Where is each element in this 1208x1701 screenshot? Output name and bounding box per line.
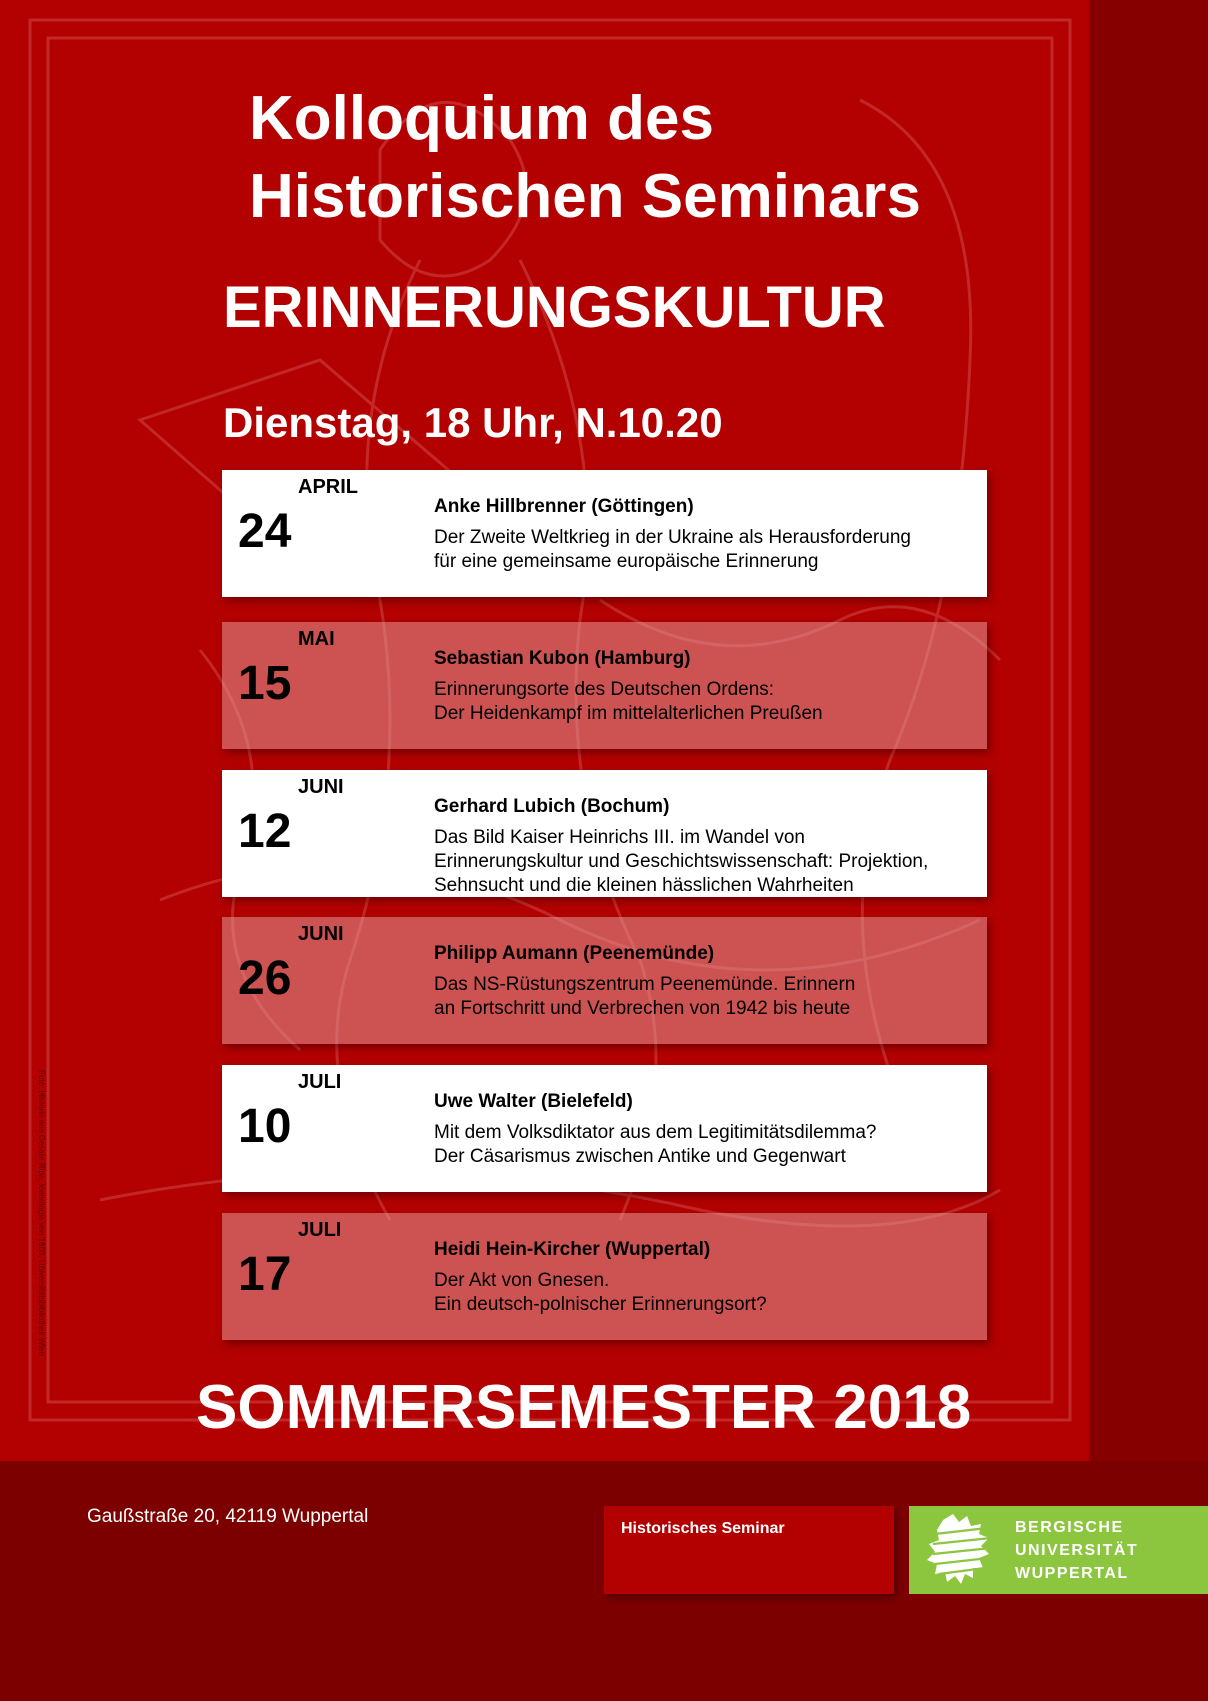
colloquium-title [249, 80, 921, 236]
event-day: 26 [238, 952, 292, 1005]
theme-heading: ERINNERUNGSKULTUR [223, 275, 886, 340]
event-day: 17 [238, 1248, 292, 1301]
university-logo [909, 1506, 1208, 1594]
event-card [222, 770, 987, 897]
event-speaker: Uwe Walter (Bielefeld) [434, 1091, 633, 1112]
event-card [222, 470, 987, 597]
event-talk: Mit dem Volksdiktator aus dem Legitimitätsdilemma? Der Cäsarismus zwischen Antike und Gegenwart [434, 1122, 877, 1167]
event-month: APRIL [298, 476, 358, 498]
event-speaker: Philipp Aumann (Peenemünde) [434, 943, 715, 964]
title-line-2: Historischen Seminars [249, 162, 921, 231]
seminar-label: Historisches Seminar [621, 1520, 785, 1537]
lion-icon [925, 1512, 999, 1588]
event-card [222, 1213, 987, 1340]
address: Gaußstraße 20, 42119 Wuppertal [87, 1506, 369, 1527]
event-speaker: Sebastian Kubon (Hamburg) [434, 648, 691, 669]
photo-credit: Foto: Historia aus Cesare Ripa, Iconologia von 1603, Universitätsbibliothek Wien [37, 1070, 46, 1356]
event-card [222, 1065, 987, 1192]
event-talk: Der Akt von Gnesen. Ein deutsch-polnischer Erinnerungsort? [434, 1270, 767, 1315]
event-day: 12 [238, 805, 292, 858]
event-speaker: Heidi Hein-Kircher (Wuppertal) [434, 1239, 711, 1260]
event-talk: Der Zweite Weltkrieg in der Ukraine als Herausforderung für eine gemeinsame europäische Erinnerung [434, 527, 911, 572]
event-month: JULI [298, 1071, 342, 1093]
event-card [222, 917, 987, 1044]
event-month: JUNI [298, 776, 344, 798]
event-month: JULI [298, 1219, 342, 1241]
event-month: JUNI [298, 923, 344, 945]
event-speaker: Gerhard Lubich (Bochum) [434, 796, 670, 817]
event-day: 24 [238, 505, 292, 558]
event-card [222, 622, 987, 749]
university-name: BERGISCHE UNIVERSITÄT WUPPERTAL [1015, 1519, 1139, 1582]
side-stripe [1089, 0, 1208, 1461]
event-talk: Das Bild Kaiser Heinrichs III. im Wandel von Erinnerungskultur und Geschichtswissenschaft: Projektion, Sehnsucht und die kleinen hässlichen Wahrheiten [434, 827, 929, 896]
title-line-1: Kolloquium des [249, 84, 714, 153]
event-month: MAI [298, 628, 335, 650]
schedule-line: Dienstag, 18 Uhr, N.10.20 [223, 399, 723, 446]
event-talk: Das NS-Rüstungszentrum Peenemünde. Erinnern an Fortschritt und Verbrechen von 1942 bis heute [434, 974, 856, 1019]
event-speaker: Anke Hillbrenner (Göttingen) [434, 496, 694, 517]
event-day: 10 [238, 1100, 292, 1153]
event-day: 15 [238, 657, 292, 710]
seminar-box [604, 1506, 894, 1594]
event-talk: Erinnerungsorte des Deutschen Ordens: Der Heidenkampf im mittelalterlichen Preußen [434, 679, 823, 724]
semester-heading: SOMMERSEMESTER 2018 [196, 1373, 972, 1442]
